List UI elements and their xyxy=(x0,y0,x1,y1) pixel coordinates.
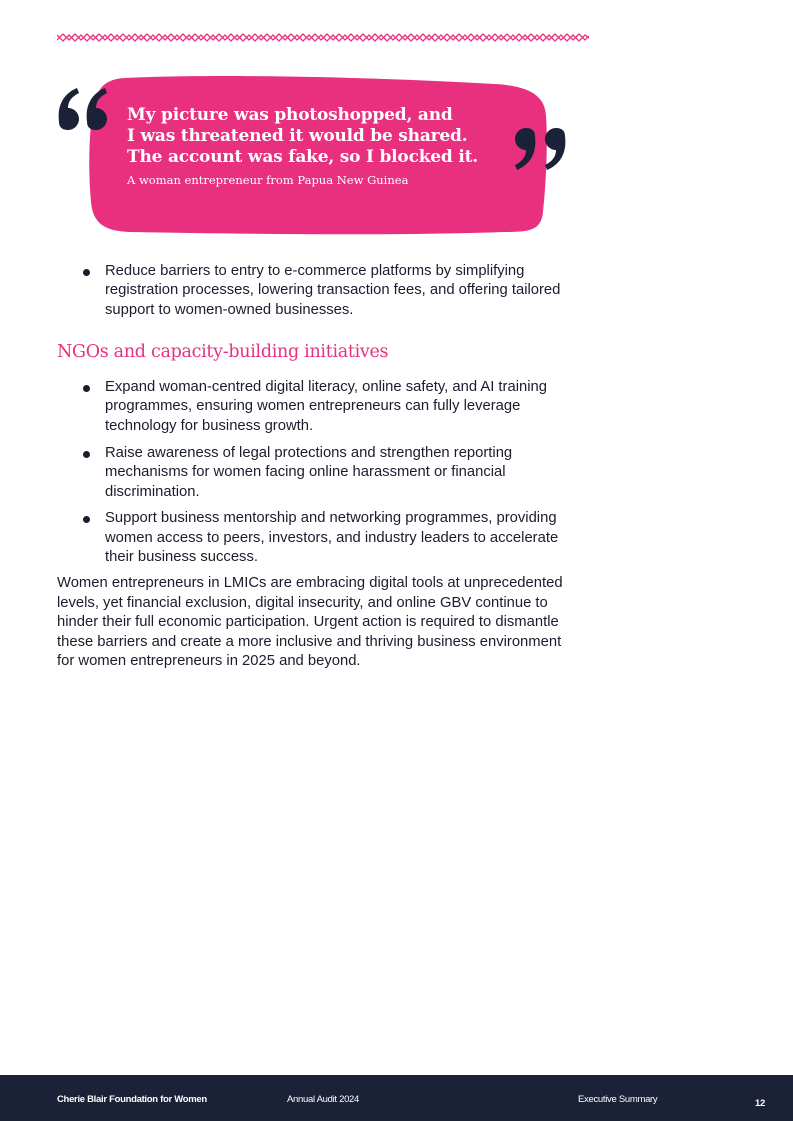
list-item-text: Reduce barriers to entry to e-commerce platforms by simplifying registration processes, lowering transaction fees, and offering tailored support to women-owned businesses. xyxy=(105,263,561,318)
list-item xyxy=(57,509,577,567)
list-item xyxy=(57,444,577,502)
bullet-icon xyxy=(83,385,90,392)
quote-line: My picture was photoshopped, and xyxy=(127,105,453,125)
list-item xyxy=(57,378,577,436)
recommendation-list xyxy=(57,262,577,328)
bullet-icon xyxy=(83,269,90,276)
footer-organisation: Cherie Blair Foundation for Women xyxy=(57,1094,207,1105)
pull-quote xyxy=(55,74,575,240)
zigzag-divider xyxy=(57,30,589,44)
footer-section: Executive Summary xyxy=(578,1094,658,1105)
bullet-icon xyxy=(83,516,90,523)
list-item-text: Support business mentorship and networking programmes, providing women access to peers, investors, and industry leaders to accelerate their business success. xyxy=(105,510,559,566)
list-item xyxy=(57,262,577,320)
footer-document-title: Annual Audit 2024 xyxy=(287,1094,360,1105)
ngo-recommendation-list xyxy=(57,378,577,575)
section-heading: NGOs and capacity-building initiatives xyxy=(57,342,389,362)
list-item-text: Expand woman-centred digital literacy, online safety, and AI training programmes, ensuring women entrepreneurs can fully leverage technology for business growth. xyxy=(105,379,547,434)
page-number: 12 xyxy=(755,1098,765,1109)
quote-attribution: A woman entrepreneur from Papua New Guinea xyxy=(127,173,409,187)
page-footer xyxy=(0,1075,793,1121)
quote-line: I was threatened it would be shared. xyxy=(127,126,468,146)
closing-paragraph: Women entrepreneurs in LMICs are embracing digital tools at unprecedented levels, yet financial exclusion, digital insecurity, and online GBV continue to hinder their full economic participation. Urgent action is required to dismantle these barriers and create a more inclusive and thriving business environment for women entrepreneurs in 2025 and beyond. xyxy=(57,575,563,669)
bullet-icon xyxy=(83,451,90,458)
open-quote-icon xyxy=(55,84,115,130)
quote-text xyxy=(127,105,487,168)
quote-line: The account was fake, so I blocked it. xyxy=(127,147,478,167)
list-item-text: Raise awareness of legal protections and strengthen reporting mechanisms for women facing online harassment or financial discrimination. xyxy=(105,444,513,500)
close-quote-icon xyxy=(511,128,571,174)
